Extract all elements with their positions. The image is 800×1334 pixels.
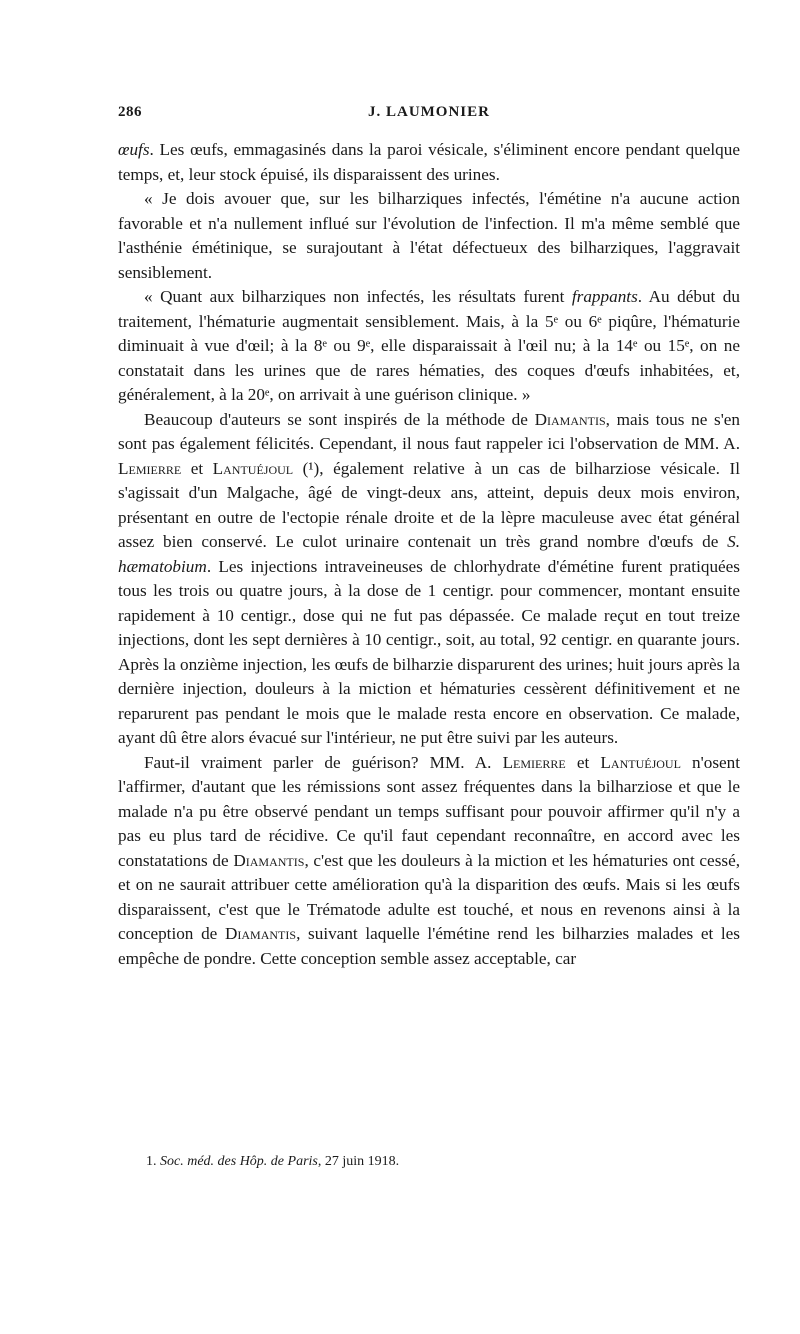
text-run: Faut-il vraiment parler de guérison? MM. A. <box>144 752 503 772</box>
text-run: . Les œufs, emmagasinés dans la paroi vésicale, s'éliminent encore pendant quelque temps, et, leur stock épuisé, ils disparaissent des urines. <box>118 140 740 184</box>
author-name: Diamantis <box>233 850 305 870</box>
paragraph <box>118 187 740 285</box>
author-name: Lantuéjoul <box>212 458 294 478</box>
paragraph <box>118 751 740 972</box>
text-run: , mais tous ne s'en sont pas également félicités. Cependant, il nous faut rappeler ici l'observation de MM. A. <box>118 409 741 453</box>
text-run: , 27 juin 1918. <box>317 1154 400 1169</box>
author-name: Diamantis <box>224 924 297 943</box>
footnote-number: 1. <box>146 1154 157 1169</box>
footnote-text <box>157 1154 400 1169</box>
author-name: Lemierre <box>502 752 566 772</box>
text-run: Beaucoup d'auteurs se sont inspirés de la méthode de <box>144 409 535 429</box>
page-number: 286 <box>118 104 142 120</box>
page-header <box>118 104 740 126</box>
body-text <box>118 138 740 971</box>
running-head: J. LAUMONIER <box>367 104 490 120</box>
text-run: et <box>565 752 601 772</box>
italic-text: frappants <box>571 287 638 306</box>
text-run: n'osent l'affirmer, d'autant que les rémissions sont assez fréquentes dans la bilharziose et que le malade n'a pu être observé pendant un temps suffisant pour pouvoir affirmer qu'il n'y a pas eu plus tard de récidive. Ce qu'il faut cependant reconnaître, en accord avec les constatations de <box>118 752 741 870</box>
author-name: Lantuéjoul <box>600 752 681 772</box>
paragraph <box>118 285 740 408</box>
paragraph <box>118 138 740 187</box>
text-run: « Quant aux bilharziques non infectés, les résultats furent <box>144 287 572 306</box>
text-run: , suivant laquelle l'émétine rend les bilharzies malades et les empêche de pondre. Cette conception semble assez acceptable, car <box>118 924 740 968</box>
text-run: « Je dois avouer que, sur les bilharziques infectés, l'émétine n'a aucune action favorable et n'a nullement influé sur l'évolution de l'infection. Il m'a même semblé que l'asthénie émétinique, se surajoutant à l'état défectueux des bilharziques, l'aggravait sensiblement. <box>118 189 740 282</box>
footnote <box>146 1153 740 1171</box>
italic-text: S. hæmatobium <box>118 532 740 576</box>
text-run: . Au début du traitement, l'hématurie augmentait sensiblement. Mais, à la 5ᵉ ou 6ᵉ piqûre, l'hématurie diminuait à vue d'œil; à la 8ᵉ ou 9ᵉ, elle disparaissait à l'œil nu; à la 14ᵉ ou 15ᵉ, on ne constatait dans les urines que de rares hématies, des coques d'œufs inhabitées, et, généralement, à la 20ᵉ, on arrivait à une guérison clinique. » <box>118 287 740 404</box>
author-name: Diamantis <box>534 409 606 429</box>
text-run: (¹), également relative à un cas de bilharziose vésicale. Il s'agissait d'un Malgache, âgé de vingt-deux ans, atteint, depuis deux mois environ, présentant en outre de l'ectopie rénale droite et de la lèpre maculeuse avec état général assez bien conservé. Le culot urinaire contenait un très grand nombre d'œufs de <box>118 458 740 551</box>
text-run: . Les injections intraveineuses de chlorhydrate d'émétine furent pratiquées tous les trois ou quatre jours, à la dose de 1 centigr. pour commencer, montant ensuite rapidement à 10 centigr., dose qui ne fut pas dépassée. Ce malade reçut en tout treize injections, dont les sept dernières à 10 centigr., soit, au total, 92 centigr. en quarante jours. Après la onzième injection, les œufs de bilharzie disparurent des urines; huit jours après la dernière injection, douleurs à la miction et hématuries cessèrent définitivement et ne reparurent pas pendant le mois que le malade resta encore en observation. Ce malade, ayant dû être alors évacué sur l'intérieur, ne put être suivi par les auteurs. <box>118 556 740 747</box>
author-name: Lemierre <box>118 458 182 478</box>
paragraph <box>118 408 740 751</box>
text-run: , c'est que les douleurs à la miction et les hématuries ont cessé, et on ne saurait attribuer cette amélioration qu'à la disparition des œufs. Mais si les œufs disparaissent, c'est que le Trématode adulte est touché, et nous en revenons ainsi à la conception de <box>118 850 740 943</box>
text-run: et <box>181 458 213 478</box>
italic-text: œufs <box>118 140 150 159</box>
italic-text: Soc. méd. des Hôp. de Paris <box>160 1154 318 1169</box>
